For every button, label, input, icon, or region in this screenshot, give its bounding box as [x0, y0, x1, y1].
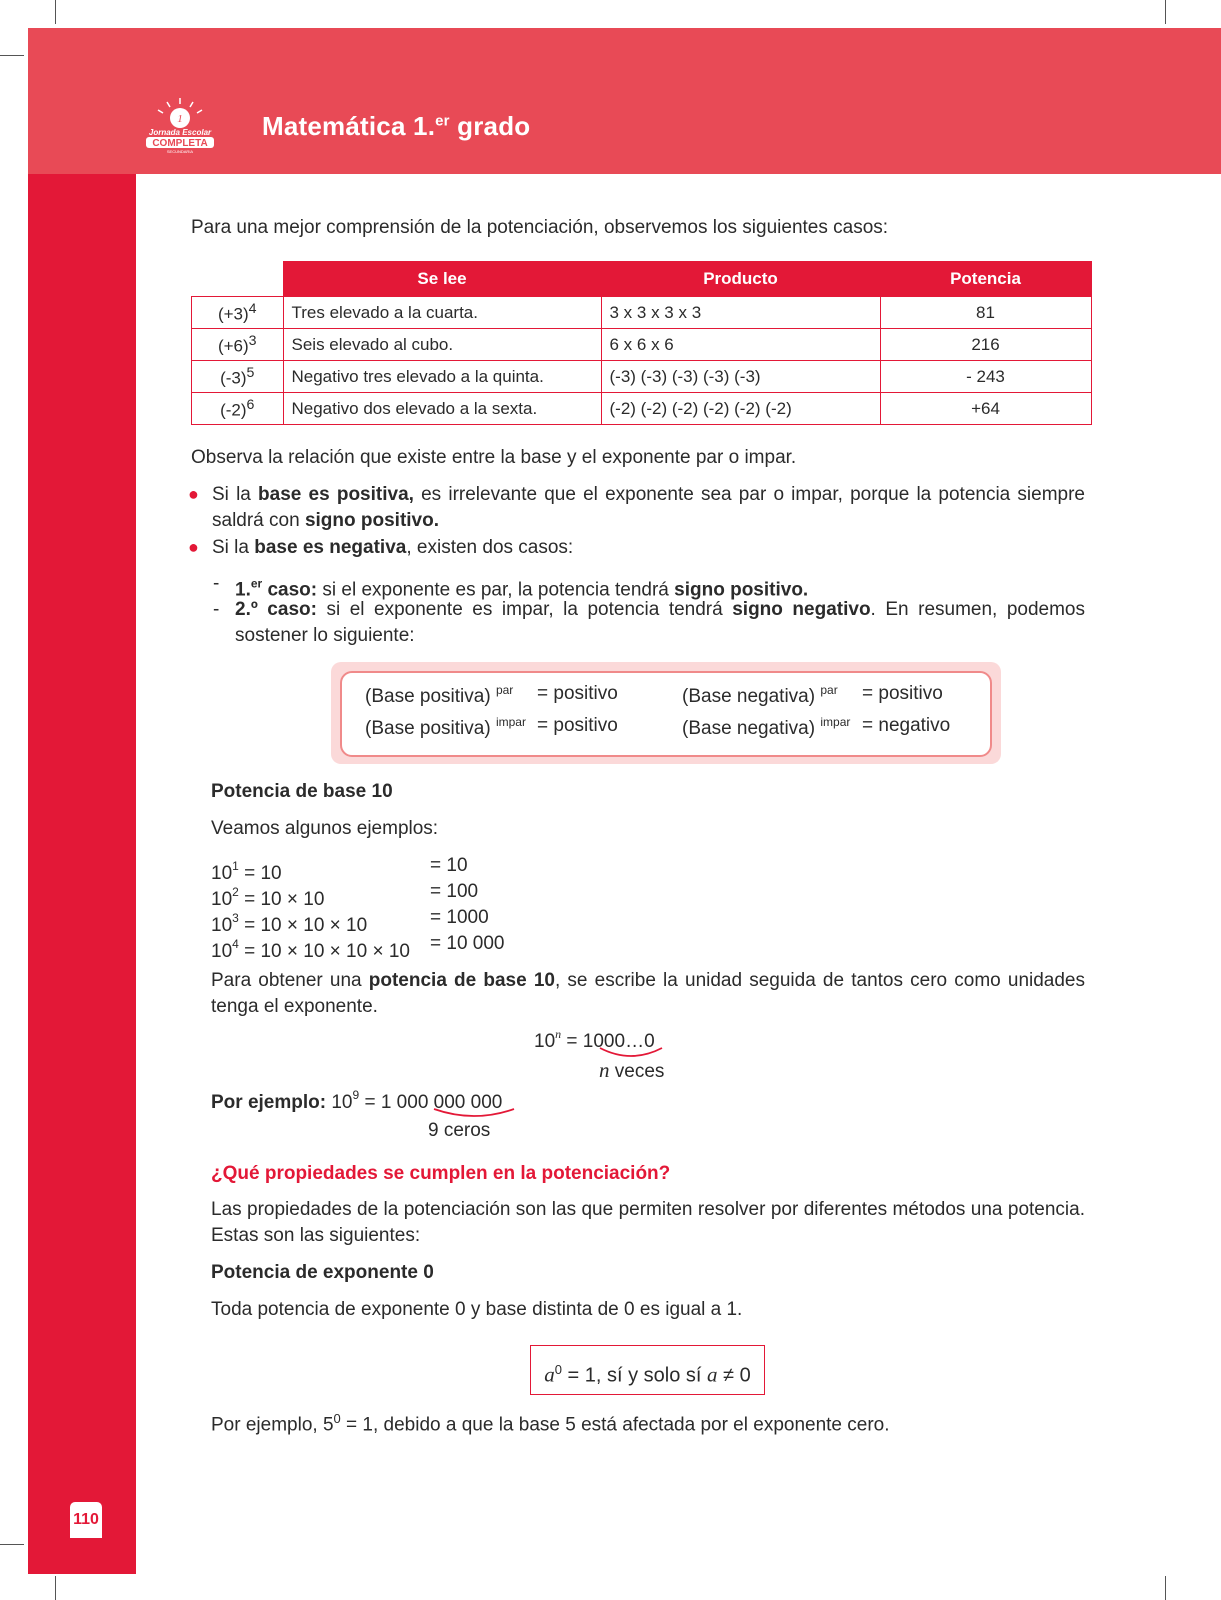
table-row: $(+3)^4$ Tres elevado a la cuarta. 3 x 3 x 3 x 3 81	[192, 297, 1092, 329]
base10-formula: 10$^n$ = 1000…0	[534, 1027, 655, 1052]
rule-neg-impar: (Base negativa) $^{impar}$	[682, 715, 851, 739]
base10-result: = 100	[430, 881, 479, 902]
formula-note: n veces	[599, 1058, 665, 1082]
base10-rule: Para obtener una potencia de base 10, se escribe la unidad seguida de tantos cero como unidades tenga el exponente.	[211, 970, 1086, 1017]
base10-example-line: Por ejemplo: $10^9 = 1$ 000 000 000	[211, 1088, 503, 1113]
table-header: Se lee	[283, 262, 601, 297]
rule-pos-par: (Base positiva) $^{par}$	[365, 683, 514, 707]
crop-mark	[0, 1544, 24, 1545]
cases-table	[191, 261, 1092, 425]
crop-mark	[0, 55, 24, 56]
crop-mark	[1165, 1576, 1166, 1600]
rule-pos-par-result: = positivo	[537, 683, 618, 704]
case-2: 2.º caso: si el exponente es impar, la potencia tendrá signo negativo. En resumen, podemos sostener lo siguiente:	[235, 599, 1085, 646]
exponent0-heading: Potencia de exponente 0	[211, 1262, 434, 1283]
table-row: $(+6)^3$ Seis elevado al cubo. 6 x 6 x 6 216	[192, 329, 1092, 361]
case-1: 1.$^{er}$ caso: si el exponente es par, la potencia tendrá signo positivo.	[235, 577, 809, 601]
exponent0-example: Por ejemplo, $5^0 = 1$, debido a que la base 5 está afectada por el exponente cero.	[211, 1411, 890, 1436]
base10-result: = 10 000	[430, 933, 505, 954]
bullet-positive: Si la base es positiva, es irrelevante que el exponente sea par o impar, porque la potencia siempre saldrá con signo positivo.	[212, 484, 1085, 531]
example-note: 9 ceros	[428, 1120, 491, 1141]
page-number: 110	[70, 1502, 102, 1538]
jornada-escolar-logo	[140, 96, 220, 154]
bullet-negative: Si la base es negativa, existen dos casos:	[212, 537, 574, 558]
table-header: Potencia	[880, 262, 1091, 297]
base10-example: $10^3 = 10 \times 10 \times 10$	[211, 911, 368, 936]
observe-text: Observa la relación que existe entre la base y el exponente par o impar.	[191, 447, 797, 468]
logo-line2: COMPLETA	[152, 138, 208, 149]
rule-neg-par-result: = positivo	[862, 683, 943, 704]
bullet-icon: ●	[188, 537, 199, 557]
properties-question: ¿Qué propiedades se cumplen en la potenciación?	[211, 1163, 671, 1184]
crop-mark	[55, 0, 56, 24]
table-row: $(-3)^5$ Negativo tres elevado a la quinta. (-3) (-3) (-3) (-3) (-3) - 243	[192, 361, 1092, 393]
base10-heading: Potencia de base 10	[211, 781, 393, 802]
sidebar-band	[28, 174, 136, 1574]
exponent0-formula-box: $a^0 = 1$, sí y solo sí a ≠ 0	[530, 1345, 765, 1395]
table-row: $(-2)^6$ Negativo dos elevado a la sexta. (-2) (-2) (-2) (-2) (-2) (-2) +64	[192, 393, 1092, 425]
rule-neg-impar-result: = negativo	[862, 715, 951, 736]
base10-example: $10^1 = 10$	[211, 859, 282, 884]
rule-pos-impar-result: = positivo	[537, 715, 618, 736]
base10-result: = 1000	[430, 907, 489, 928]
page-title: Matemática 1.$^{er}$ grado	[262, 111, 531, 141]
dash-icon: -	[213, 599, 220, 620]
base10-result: = 10	[430, 855, 468, 876]
table-header: Producto	[601, 262, 880, 297]
bullet-icon: ●	[188, 484, 199, 504]
exponent0-statement: Toda potencia de exponente 0 y base distinta de 0 es igual a 1.	[211, 1299, 743, 1320]
crop-mark	[1165, 0, 1166, 24]
svg-text:1: 1	[177, 113, 183, 125]
rule-neg-par: (Base negativa) $^{par}$	[682, 683, 838, 707]
properties-intro: Las propiedades de la potenciación son las que permiten resolver por diferentes métodos una potencia. Estas son las siguientes:	[211, 1199, 1085, 1246]
crop-mark	[55, 1576, 56, 1600]
logo-line1: Jornada Escolar	[148, 128, 212, 137]
base10-example: $10^2 = 10 \times 10$	[211, 885, 325, 910]
logo-line3: SECUNDARIA	[166, 149, 194, 154]
rule-pos-impar: (Base positiva) $^{impar}$	[365, 715, 526, 739]
dash-icon: -	[213, 573, 220, 594]
intro-text: Para una mejor comprensión de la potenciación, observemos los siguientes casos:	[191, 217, 889, 238]
base10-example: $10^4 = 10 \times 10 \times 10 \times 10$	[211, 937, 410, 962]
base10-intro: Veamos algunos ejemplos:	[211, 818, 439, 839]
